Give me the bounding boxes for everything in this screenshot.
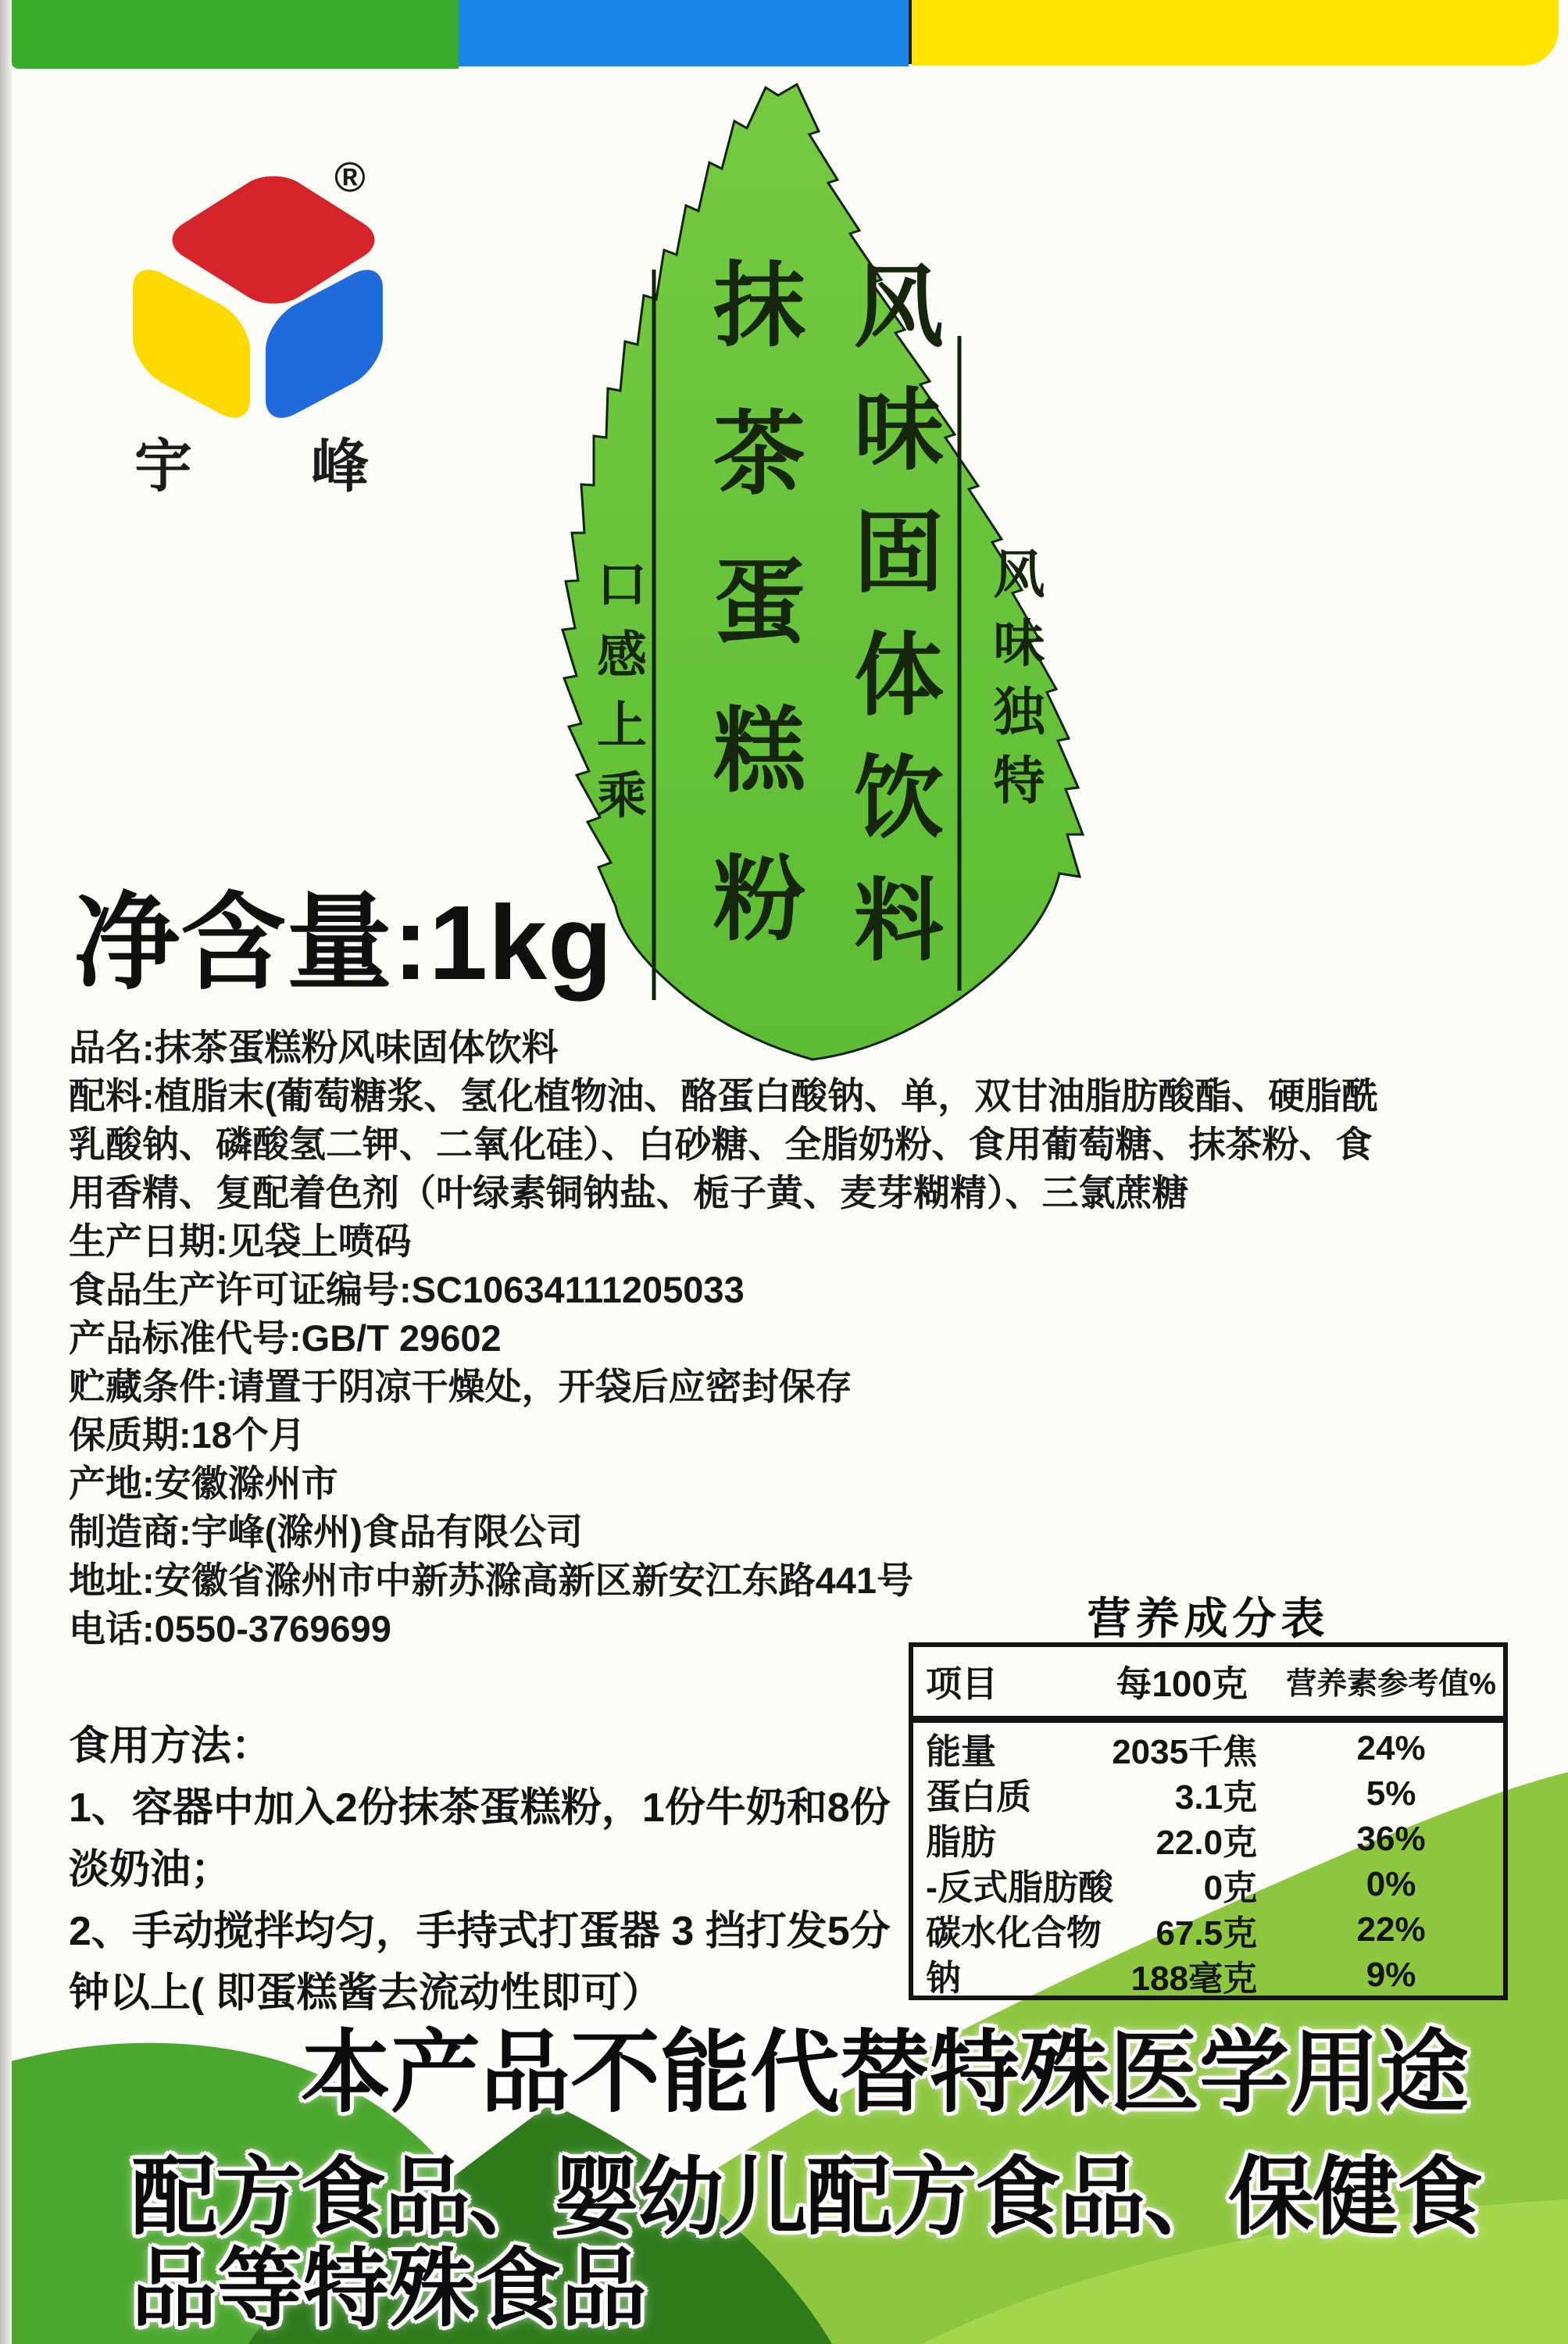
info-line-product-name: 品名:抹茶蛋糕粉风味固体饮料 [69,1027,559,1068]
brand-name [134,420,369,503]
nutrient-nrv: 9% [1366,1955,1416,1994]
info-line-origin: 产地:安徽滁州市 [69,1463,338,1504]
nutrient-name: -反式脂肪酸 [926,1867,1113,1907]
registered-trademark-icon: ® [334,154,366,201]
table-row [913,1813,1503,1862]
info-line-manufacturer: 制造商:宇峰(滁州)食品有限公司 [69,1511,583,1553]
nutrition-table [909,1642,1508,2000]
info-line-shelf-life: 保质期:18个月 [69,1414,305,1456]
nutrient-name: 能量 [926,1731,997,1771]
info-line-address: 地址:安徽省滁州市中新苏滁高新区新安江东路441号 [69,1560,914,1601]
nutrient-name: 脂肪 [926,1822,997,1862]
nutrient-value: 2035千焦 [1112,1732,1258,1771]
nutrient-value: 0克 [1203,1868,1258,1907]
top-stripe-blue [459,0,909,66]
leaf-tagline-right: 风味独特 [986,547,1044,822]
usage-instructions [69,1716,897,2024]
top-stripe-yellow [912,0,1559,66]
leaf-product-name: 抹茶蛋糕粉 [699,256,802,999]
net-weight: 净含量:1kg [74,884,613,1002]
brand-char-right: 峰 [311,434,369,498]
warning-line-1: 本产品不能代替特殊医学用途 [301,2023,1470,2123]
info-line-license-number: 食品生产许可证编号:SC10634111205033 [69,1269,745,1310]
table-row [913,1859,1503,1907]
nutrient-value: 3.1克 [1174,1778,1258,1817]
table-row [913,1949,1503,1998]
nutrient-nrv: 36% [1356,1819,1426,1858]
usage-step-1a: 1、容器中加入2份抹茶蛋糕粉，1份牛奶和8份 [69,1785,891,1831]
nutrition-header-per100g: 每100克 [1116,1663,1248,1704]
nutrition-header-item: 项目 [926,1663,998,1704]
nutrient-name: 蛋白质 [926,1777,1032,1817]
table-row [913,1904,1503,1953]
info-line-ingredients-2: 乳酸钠、磷酸氢二钾、二氧化硅）、白砂糖、全脂奶粉、食用葡萄糖、抹茶粉、食 [69,1124,1373,1165]
photo-edge [0,0,12,2344]
nutrient-value: 67.5克 [1155,1913,1258,1953]
nutrition-title: 营养成分表 [1087,1594,1330,1643]
table-row [913,1768,1503,1817]
info-line-phone: 电话:0550-3769699 [69,1608,391,1649]
nutrient-name: 碳水化合物 [926,1913,1102,1953]
usage-step-2b: 钟以上( 即蛋糕酱去流动性即可） [69,1971,663,2016]
usage-title: 食用方法： [69,1724,273,1769]
nutrient-nrv: 0% [1366,1864,1416,1903]
warning-line-2: 配方食品、婴幼儿配方食品、保健食 [131,2149,1481,2246]
info-line-production-date: 生产日期:见袋上喷码 [69,1220,412,1262]
info-line-storage: 贮藏条件:请置于阴凉干燥处，开袋后应密封保存 [69,1366,852,1407]
info-line-ingredients-3: 用香精、复配着色剂（叶绿素铜钠盐、栀子黄、麦芽糊精）、三氯蔗糖 [69,1172,1189,1213]
nutrient-name: 钠 [926,1958,962,1998]
nutrient-nrv: 5% [1366,1774,1416,1813]
leaf-tagline-left: 口感上乘 [590,558,646,839]
info-line-standard-code: 产品标准代号:GB/T 29602 [69,1317,502,1359]
warning-line-3: 品等特殊食品 [131,2241,647,2337]
nutrient-value: 188毫克 [1130,1959,1258,1998]
top-stripe-green [12,0,459,69]
nutrition-header-nrv: 营养素参考值% [1286,1667,1496,1701]
brand-char-left: 宇 [134,434,192,498]
usage-step-1b: 淡奶油； [69,1847,232,1892]
info-line-ingredients-1: 配料:植脂末(葡萄糖浆、氢化植物油、酪蛋白酸钠、单，双甘油脂肪酸酯、硬脂酰 [69,1075,1379,1117]
nutrient-value: 22.0克 [1155,1823,1258,1862]
usage-step-2a: 2、手动搅拌均匀，手持式打蛋器 3 挡打发5分 [69,1909,891,1954]
nutrition-header-row [913,1647,1503,1723]
leaf-product-type: 风味固体饮料 [841,259,941,995]
nutrient-nrv: 24% [1356,1728,1426,1767]
nutrient-nrv: 22% [1356,1910,1426,1949]
product-info [69,1024,1378,1653]
table-row [913,1723,1503,1771]
